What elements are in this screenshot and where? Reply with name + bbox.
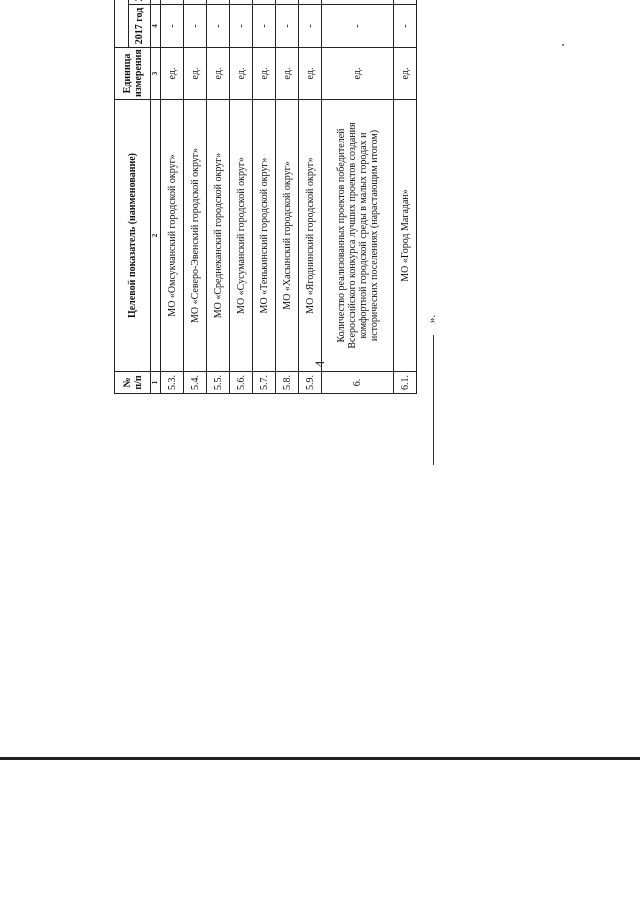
- indicator-name: МО «Хасынский городской округ»: [276, 100, 299, 372]
- unit-cell: ед.: [299, 48, 322, 100]
- header-year: [129, 0, 151, 5]
- table-row: [184, 0, 207, 394]
- value-cell: -: [394, 5, 417, 48]
- value-cell: [394, 0, 417, 5]
- row-number: 6.: [322, 372, 394, 394]
- value-cell: [184, 0, 207, 5]
- indicator-name: МО «Сусуманский городской округ»: [230, 100, 253, 372]
- value-cell: -: [207, 5, 230, 48]
- value-cell: [299, 0, 322, 5]
- page-number: 4: [312, 360, 327, 368]
- indicator-name: МО «Омсукчанский городской округ»: [161, 100, 184, 372]
- indicator-name: МО «Город Магадан»: [394, 100, 417, 372]
- unit-cell: ед.: [230, 48, 253, 100]
- header-year: 2017 год: [129, 5, 151, 48]
- unit-cell: ед.: [207, 48, 230, 100]
- header-unit: Единица измерения: [115, 48, 151, 100]
- column-index: [151, 0, 161, 5]
- indicator-name: Количество реализованных проектов победителей Всероссийского конкурса лучших проектов создания комфортной городской среды в малых городах и исторических поселениях (нарастающим итогом): [322, 100, 394, 372]
- value-cell: -: [276, 5, 299, 48]
- scan-speck: [562, 44, 564, 46]
- unit-cell: ед.: [322, 48, 394, 100]
- column-index: 3: [151, 48, 161, 100]
- table-row: [394, 0, 417, 394]
- unit-cell: ед.: [161, 48, 184, 100]
- page-divider: [0, 757, 640, 760]
- value-cell: -: [253, 5, 276, 48]
- row-number: 5.5.: [207, 372, 230, 394]
- value-cell: [161, 0, 184, 5]
- column-index: 4: [151, 5, 161, 48]
- indicator-name: МО «Ягоднинский городской округ»: [299, 100, 322, 372]
- value-cell: [322, 0, 394, 5]
- indicator-table: [114, 0, 417, 394]
- table-row: [299, 0, 322, 394]
- row-number: 5.6.: [230, 372, 253, 394]
- row-number: 5.4.: [184, 372, 207, 394]
- table-row: [207, 0, 230, 394]
- unit-cell: ед.: [253, 48, 276, 100]
- value-cell: [230, 0, 253, 5]
- row-number: 5.8.: [276, 372, 299, 394]
- header-num: № п/п: [115, 372, 151, 394]
- table-row: [161, 0, 184, 394]
- row-number: 6.1.: [394, 372, 417, 394]
- unit-cell: ед.: [394, 48, 417, 100]
- column-index: 1: [151, 372, 161, 394]
- value-cell: -: [322, 5, 394, 48]
- table-row: [230, 0, 253, 394]
- unit-cell: ед.: [276, 48, 299, 100]
- value-cell: -: [161, 5, 184, 48]
- table-row: [276, 0, 299, 394]
- table-row: [253, 0, 276, 394]
- header-indicator: Целевой показатель (наименование): [115, 100, 151, 372]
- signature-line: [433, 335, 434, 465]
- closing-mark: ».: [426, 314, 438, 324]
- value-cell: -: [230, 5, 253, 48]
- table-body: [161, 0, 417, 394]
- value-cell: [253, 0, 276, 5]
- indicator-name: МО «Среднеканский городской округ»: [207, 100, 230, 372]
- value-cell: -: [184, 5, 207, 48]
- row-number: 5.9.: [299, 372, 322, 394]
- column-index: 2: [151, 100, 161, 372]
- table-row: [322, 0, 394, 394]
- indicator-name: МО «Тенькинский городской округ»: [253, 100, 276, 372]
- value-cell: [207, 0, 230, 5]
- unit-cell: ед.: [184, 48, 207, 100]
- indicator-table-container: [114, 0, 411, 394]
- value-cell: [276, 0, 299, 5]
- column-index-row: [151, 0, 161, 394]
- indicator-name: МО «Северо-Эвенский городской округ»: [184, 100, 207, 372]
- row-number: 5.7.: [253, 372, 276, 394]
- header-values-group: [115, 0, 129, 48]
- row-number: 5.3.: [161, 372, 184, 394]
- value-cell: -: [299, 5, 322, 48]
